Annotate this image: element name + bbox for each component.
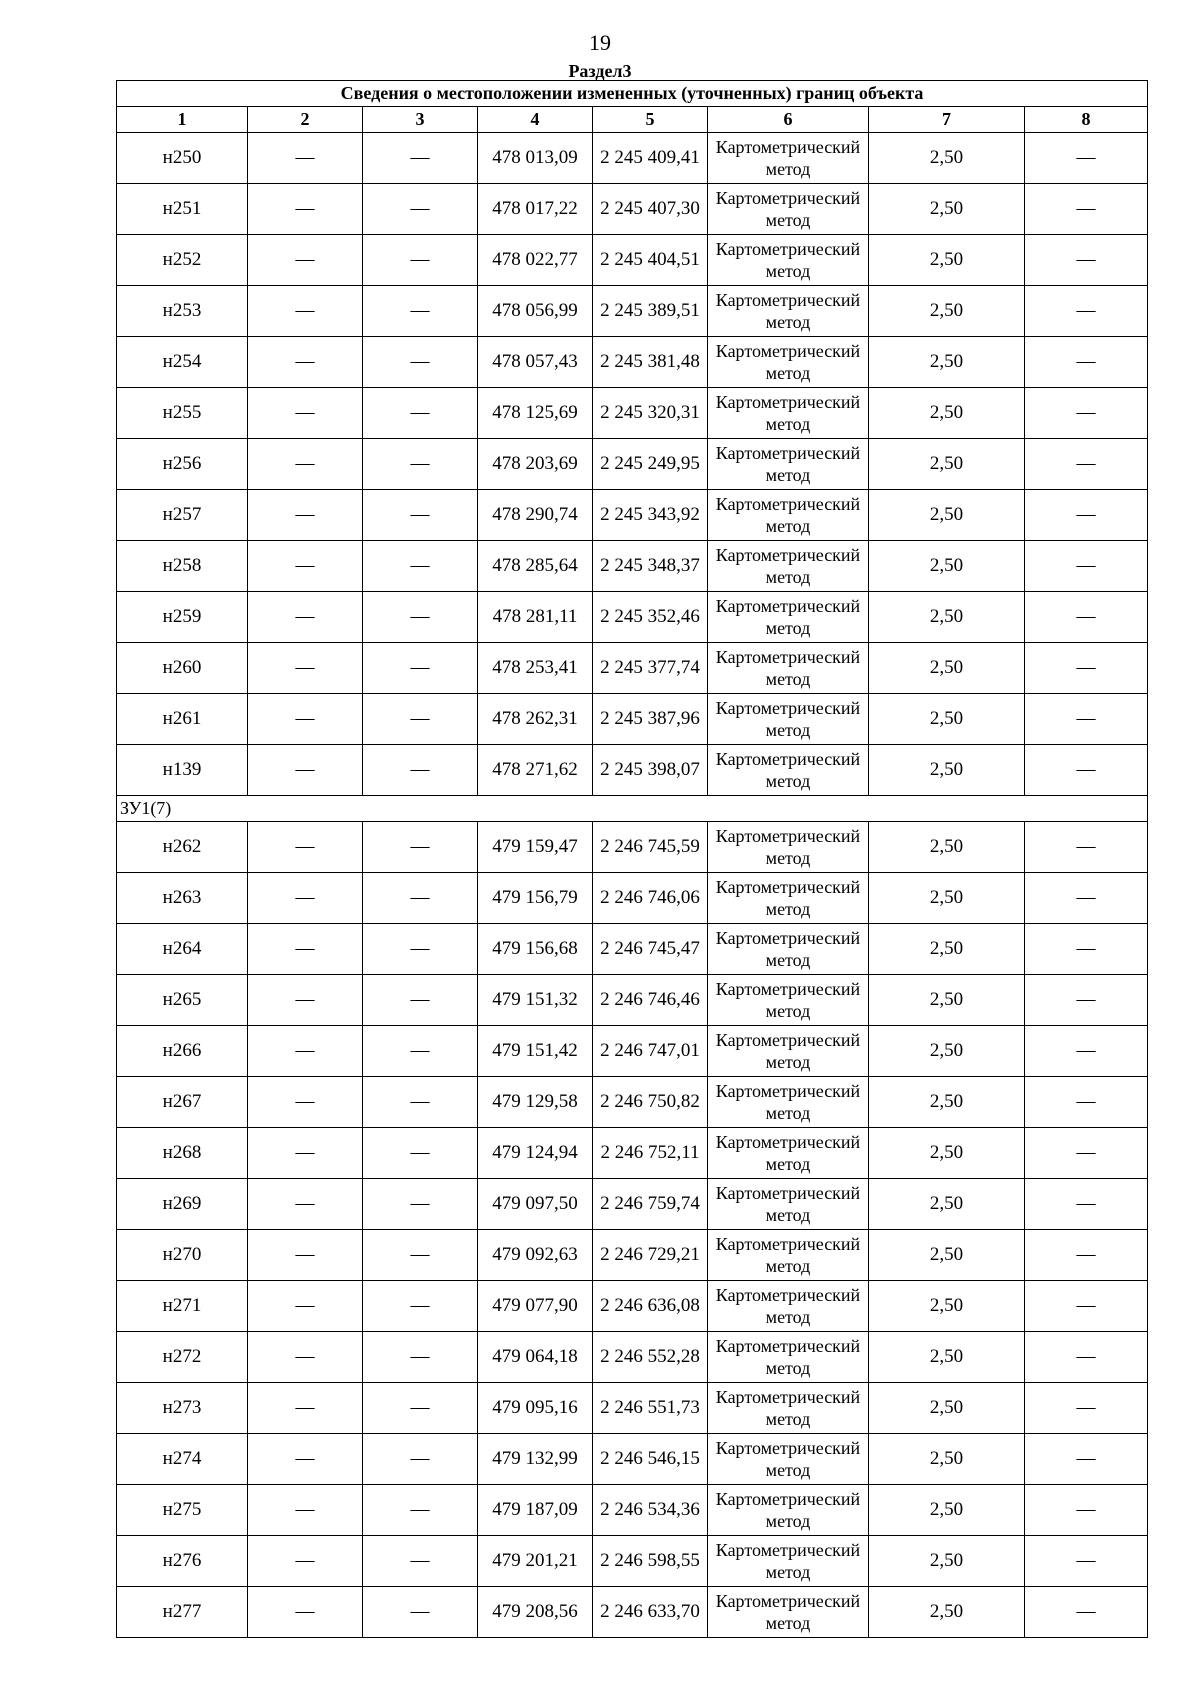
y-coordinate-cell: 2 245 407,30: [593, 184, 708, 235]
point-number-cell: н276: [117, 1536, 248, 1587]
y-coordinate-cell: 2 246 598,55: [593, 1536, 708, 1587]
col2-cell: —: [248, 975, 363, 1026]
y-coordinate-cell: 2 245 398,07: [593, 745, 708, 796]
col3-cell: —: [363, 286, 478, 337]
table-row: [117, 1077, 1148, 1128]
col2-cell: —: [248, 133, 363, 184]
accuracy-cell: 2,50: [869, 337, 1025, 388]
accuracy-cell: 2,50: [869, 1230, 1025, 1281]
x-coordinate-cell: 479 151,32: [478, 975, 593, 1026]
table-row: [117, 388, 1148, 439]
point-number-cell: н270: [117, 1230, 248, 1281]
accuracy-cell: 2,50: [869, 1026, 1025, 1077]
col8-cell: —: [1025, 643, 1148, 694]
col8-cell: —: [1025, 1281, 1148, 1332]
x-coordinate-cell: 479 132,99: [478, 1434, 593, 1485]
accuracy-cell: 2,50: [869, 490, 1025, 541]
column-number: 6: [708, 107, 869, 133]
y-coordinate-cell: 2 245 352,46: [593, 592, 708, 643]
accuracy-cell: 2,50: [869, 745, 1025, 796]
point-number-cell: н273: [117, 1383, 248, 1434]
method-cell: Картометрический метод: [708, 1434, 869, 1485]
col3-cell: —: [363, 184, 478, 235]
col8-cell: —: [1025, 439, 1148, 490]
table-row: [117, 541, 1148, 592]
accuracy-cell: 2,50: [869, 541, 1025, 592]
y-coordinate-cell: 2 246 747,01: [593, 1026, 708, 1077]
column-number: 4: [478, 107, 593, 133]
accuracy-cell: 2,50: [869, 822, 1025, 873]
accuracy-cell: 2,50: [869, 1434, 1025, 1485]
col3-cell: —: [363, 388, 478, 439]
method-cell: Картометрический метод: [708, 235, 869, 286]
col3-cell: —: [363, 1332, 478, 1383]
col3-cell: —: [363, 694, 478, 745]
y-coordinate-cell: 2 245 387,96: [593, 694, 708, 745]
table-row: [117, 822, 1148, 873]
col2-cell: —: [248, 388, 363, 439]
col3-cell: —: [363, 873, 478, 924]
x-coordinate-cell: 479 208,56: [478, 1587, 593, 1638]
y-coordinate-cell: 2 246 633,70: [593, 1587, 708, 1638]
col2-cell: —: [248, 1485, 363, 1536]
method-cell: Картометрический метод: [708, 745, 869, 796]
y-coordinate-cell: 2 246 636,08: [593, 1281, 708, 1332]
col8-cell: —: [1025, 388, 1148, 439]
x-coordinate-cell: 479 156,68: [478, 924, 593, 975]
point-number-cell: н251: [117, 184, 248, 235]
y-coordinate-cell: 2 246 552,28: [593, 1332, 708, 1383]
table-row: [117, 924, 1148, 975]
accuracy-cell: 2,50: [869, 975, 1025, 1026]
point-number-cell: н256: [117, 439, 248, 490]
table-row: [117, 439, 1148, 490]
x-coordinate-cell: 478 253,41: [478, 643, 593, 694]
col8-cell: —: [1025, 822, 1148, 873]
accuracy-cell: 2,50: [869, 1383, 1025, 1434]
col2-cell: —: [248, 1128, 363, 1179]
method-cell: Картометрический метод: [708, 541, 869, 592]
x-coordinate-cell: 478 013,09: [478, 133, 593, 184]
col2-cell: —: [248, 924, 363, 975]
col2-cell: —: [248, 439, 363, 490]
point-number-cell: н253: [117, 286, 248, 337]
method-cell: Картометрический метод: [708, 694, 869, 745]
y-coordinate-cell: 2 245 409,41: [593, 133, 708, 184]
col8-cell: —: [1025, 592, 1148, 643]
col3-cell: —: [363, 975, 478, 1026]
point-number-cell: н268: [117, 1128, 248, 1179]
column-number: 1: [117, 107, 248, 133]
col3-cell: —: [363, 133, 478, 184]
col3-cell: —: [363, 1485, 478, 1536]
method-cell: Картометрический метод: [708, 643, 869, 694]
y-coordinate-cell: 2 245 348,37: [593, 541, 708, 592]
y-coordinate-cell: 2 246 745,47: [593, 924, 708, 975]
point-number-cell: н274: [117, 1434, 248, 1485]
accuracy-cell: 2,50: [869, 1281, 1025, 1332]
col8-cell: —: [1025, 337, 1148, 388]
table-row: [117, 643, 1148, 694]
col8-cell: —: [1025, 235, 1148, 286]
accuracy-cell: 2,50: [869, 1128, 1025, 1179]
table-row: [117, 286, 1148, 337]
table-row: [117, 1587, 1148, 1638]
method-cell: Картометрический метод: [708, 1587, 869, 1638]
accuracy-cell: 2,50: [869, 388, 1025, 439]
method-cell: Картометрический метод: [708, 1077, 869, 1128]
accuracy-cell: 2,50: [869, 184, 1025, 235]
col8-cell: —: [1025, 1128, 1148, 1179]
point-number-cell: н264: [117, 924, 248, 975]
y-coordinate-cell: 2 246 752,11: [593, 1128, 708, 1179]
x-coordinate-cell: 479 201,21: [478, 1536, 593, 1587]
accuracy-cell: 2,50: [869, 1587, 1025, 1638]
accuracy-cell: 2,50: [869, 133, 1025, 184]
col3-cell: —: [363, 592, 478, 643]
table-row: [117, 873, 1148, 924]
table-row: [117, 133, 1148, 184]
point-number-cell: н258: [117, 541, 248, 592]
point-number-cell: н261: [117, 694, 248, 745]
method-cell: Картометрический метод: [708, 1230, 869, 1281]
col8-cell: —: [1025, 1230, 1148, 1281]
y-coordinate-cell: 2 245 343,92: [593, 490, 708, 541]
col8-cell: —: [1025, 924, 1148, 975]
col8-cell: —: [1025, 1485, 1148, 1536]
accuracy-cell: 2,50: [869, 694, 1025, 745]
section-title: Раздел3: [568, 61, 632, 81]
point-number-cell: н263: [117, 873, 248, 924]
column-number: 7: [869, 107, 1025, 133]
accuracy-cell: 2,50: [869, 1536, 1025, 1587]
col8-cell: —: [1025, 694, 1148, 745]
method-cell: Картометрический метод: [708, 388, 869, 439]
col8-cell: —: [1025, 1179, 1148, 1230]
col2-cell: —: [248, 1179, 363, 1230]
table-row: [117, 1281, 1148, 1332]
method-cell: Картометрический метод: [708, 286, 869, 337]
accuracy-cell: 2,50: [869, 1485, 1025, 1536]
col2-cell: —: [248, 1281, 363, 1332]
method-cell: Картометрический метод: [708, 822, 869, 873]
col2-cell: —: [248, 337, 363, 388]
col8-cell: —: [1025, 1434, 1148, 1485]
col3-cell: —: [363, 924, 478, 975]
col3-cell: —: [363, 1026, 478, 1077]
table-row: [117, 1485, 1148, 1536]
col2-cell: —: [248, 694, 363, 745]
point-number-cell: н139: [117, 745, 248, 796]
y-coordinate-cell: 2 245 404,51: [593, 235, 708, 286]
point-number-cell: н265: [117, 975, 248, 1026]
x-coordinate-cell: 478 262,31: [478, 694, 593, 745]
col3-cell: —: [363, 643, 478, 694]
group-label-row: [117, 796, 1148, 822]
point-number-cell: н255: [117, 388, 248, 439]
col3-cell: —: [363, 1536, 478, 1587]
y-coordinate-cell: 2 245 377,74: [593, 643, 708, 694]
point-number-cell: н266: [117, 1026, 248, 1077]
col8-cell: —: [1025, 1077, 1148, 1128]
accuracy-cell: 2,50: [869, 286, 1025, 337]
accuracy-cell: 2,50: [869, 643, 1025, 694]
table-row: [117, 1434, 1148, 1485]
table-row: [117, 337, 1148, 388]
col3-cell: —: [363, 1383, 478, 1434]
method-cell: Картометрический метод: [708, 490, 869, 541]
point-number-cell: н254: [117, 337, 248, 388]
accuracy-cell: 2,50: [869, 592, 1025, 643]
x-coordinate-cell: 479 092,63: [478, 1230, 593, 1281]
method-cell: Картометрический метод: [708, 1383, 869, 1434]
table-row: [117, 1026, 1148, 1077]
x-coordinate-cell: 478 203,69: [478, 439, 593, 490]
table-row: [117, 1536, 1148, 1587]
col2-cell: —: [248, 873, 363, 924]
col3-cell: —: [363, 1587, 478, 1638]
table-row: [117, 490, 1148, 541]
col3-cell: —: [363, 1434, 478, 1485]
point-number-cell: н272: [117, 1332, 248, 1383]
col8-cell: —: [1025, 1587, 1148, 1638]
y-coordinate-cell: 2 246 746,46: [593, 975, 708, 1026]
y-coordinate-cell: 2 246 745,59: [593, 822, 708, 873]
col2-cell: —: [248, 745, 363, 796]
x-coordinate-cell: 479 124,94: [478, 1128, 593, 1179]
method-cell: Картометрический метод: [708, 873, 869, 924]
col3-cell: —: [363, 439, 478, 490]
accuracy-cell: 2,50: [869, 1179, 1025, 1230]
y-coordinate-cell: 2 246 729,21: [593, 1230, 708, 1281]
table-row: [117, 745, 1148, 796]
col8-cell: —: [1025, 1026, 1148, 1077]
table-row: [117, 592, 1148, 643]
x-coordinate-cell: 479 159,47: [478, 822, 593, 873]
col3-cell: —: [363, 745, 478, 796]
point-number-cell: н262: [117, 822, 248, 873]
method-cell: Картометрический метод: [708, 1485, 869, 1536]
point-number-cell: н259: [117, 592, 248, 643]
y-coordinate-cell: 2 245 249,95: [593, 439, 708, 490]
accuracy-cell: 2,50: [869, 235, 1025, 286]
table-row: [117, 1179, 1148, 1230]
method-cell: Картометрический метод: [708, 1026, 869, 1077]
table-row: [117, 1128, 1148, 1179]
method-cell: Картометрический метод: [708, 184, 869, 235]
method-cell: Картометрический метод: [708, 337, 869, 388]
accuracy-cell: 2,50: [869, 1332, 1025, 1383]
accuracy-cell: 2,50: [869, 924, 1025, 975]
col3-cell: —: [363, 235, 478, 286]
col3-cell: —: [363, 1281, 478, 1332]
col8-cell: —: [1025, 1536, 1148, 1587]
x-coordinate-cell: 479 077,90: [478, 1281, 593, 1332]
col2-cell: —: [248, 1536, 363, 1587]
col8-cell: —: [1025, 1332, 1148, 1383]
col2-cell: —: [248, 1434, 363, 1485]
col3-cell: —: [363, 1179, 478, 1230]
point-number-cell: н267: [117, 1077, 248, 1128]
x-coordinate-cell: 478 125,69: [478, 388, 593, 439]
x-coordinate-cell: 478 285,64: [478, 541, 593, 592]
method-cell: Картометрический метод: [708, 975, 869, 1026]
col2-cell: —: [248, 822, 363, 873]
table-row: [117, 975, 1148, 1026]
y-coordinate-cell: 2 246 534,36: [593, 1485, 708, 1536]
col8-cell: —: [1025, 286, 1148, 337]
method-cell: Картометрический метод: [708, 1536, 869, 1587]
table-row: [117, 1383, 1148, 1434]
accuracy-cell: 2,50: [869, 1077, 1025, 1128]
boundary-coordinates-table: [116, 80, 1148, 1638]
col2-cell: —: [248, 286, 363, 337]
col8-cell: —: [1025, 1383, 1148, 1434]
x-coordinate-cell: 478 017,22: [478, 184, 593, 235]
col3-cell: —: [363, 1128, 478, 1179]
table-caption: Сведения о местоположении измененных (уточненных) границ объекта: [117, 81, 1148, 107]
col2-cell: —: [248, 1026, 363, 1077]
col8-cell: —: [1025, 541, 1148, 592]
col8-cell: —: [1025, 184, 1148, 235]
col3-cell: —: [363, 1230, 478, 1281]
col8-cell: —: [1025, 745, 1148, 796]
method-cell: Картометрический метод: [708, 1179, 869, 1230]
col2-cell: —: [248, 643, 363, 694]
point-number-cell: н250: [117, 133, 248, 184]
col3-cell: —: [363, 822, 478, 873]
accuracy-cell: 2,50: [869, 439, 1025, 490]
col2-cell: —: [248, 235, 363, 286]
col2-cell: —: [248, 1332, 363, 1383]
y-coordinate-cell: 2 246 551,73: [593, 1383, 708, 1434]
col8-cell: —: [1025, 133, 1148, 184]
accuracy-cell: 2,50: [869, 873, 1025, 924]
point-number-cell: н252: [117, 235, 248, 286]
column-number: 3: [363, 107, 478, 133]
x-coordinate-cell: 478 271,62: [478, 745, 593, 796]
x-coordinate-cell: 478 057,43: [478, 337, 593, 388]
table-row: [117, 694, 1148, 745]
col2-cell: —: [248, 592, 363, 643]
column-number-row: [117, 107, 1148, 133]
table-row: [117, 235, 1148, 286]
method-cell: Картометрический метод: [708, 439, 869, 490]
table-row: [117, 184, 1148, 235]
y-coordinate-cell: 2 245 381,48: [593, 337, 708, 388]
x-coordinate-cell: 479 064,18: [478, 1332, 593, 1383]
col3-cell: —: [363, 1077, 478, 1128]
method-cell: Картометрический метод: [708, 1128, 869, 1179]
col8-cell: —: [1025, 873, 1148, 924]
column-number: 8: [1025, 107, 1148, 133]
col8-cell: —: [1025, 975, 1148, 1026]
point-number-cell: н269: [117, 1179, 248, 1230]
table-body: [117, 81, 1148, 1638]
method-cell: Картометрический метод: [708, 133, 869, 184]
col2-cell: —: [248, 541, 363, 592]
x-coordinate-cell: 479 129,58: [478, 1077, 593, 1128]
x-coordinate-cell: 479 097,50: [478, 1179, 593, 1230]
method-cell: Картометрический метод: [708, 924, 869, 975]
col2-cell: —: [248, 184, 363, 235]
x-coordinate-cell: 479 156,79: [478, 873, 593, 924]
y-coordinate-cell: 2 246 759,74: [593, 1179, 708, 1230]
col8-cell: —: [1025, 490, 1148, 541]
method-cell: Картометрический метод: [708, 1332, 869, 1383]
x-coordinate-cell: 479 187,09: [478, 1485, 593, 1536]
method-cell: Картометрический метод: [708, 592, 869, 643]
y-coordinate-cell: 2 246 750,82: [593, 1077, 708, 1128]
point-number-cell: н275: [117, 1485, 248, 1536]
col3-cell: —: [363, 337, 478, 388]
y-coordinate-cell: 2 245 389,51: [593, 286, 708, 337]
col2-cell: —: [248, 1383, 363, 1434]
col2-cell: —: [248, 490, 363, 541]
y-coordinate-cell: 2 246 746,06: [593, 873, 708, 924]
point-number-cell: н271: [117, 1281, 248, 1332]
col3-cell: —: [363, 490, 478, 541]
point-number-cell: н277: [117, 1587, 248, 1638]
x-coordinate-cell: 479 095,16: [478, 1383, 593, 1434]
y-coordinate-cell: 2 246 546,15: [593, 1434, 708, 1485]
table-caption-row: [117, 81, 1148, 107]
column-number: 2: [248, 107, 363, 133]
col2-cell: —: [248, 1230, 363, 1281]
method-cell: Картометрический метод: [708, 1281, 869, 1332]
col2-cell: —: [248, 1077, 363, 1128]
x-coordinate-cell: 478 290,74: [478, 490, 593, 541]
page-number: 19: [589, 30, 611, 55]
point-number-cell: н260: [117, 643, 248, 694]
point-number-cell: н257: [117, 490, 248, 541]
x-coordinate-cell: 479 151,42: [478, 1026, 593, 1077]
group-label: ЗУ1(7): [117, 796, 1148, 822]
x-coordinate-cell: 478 281,11: [478, 592, 593, 643]
table-row: [117, 1332, 1148, 1383]
y-coordinate-cell: 2 245 320,31: [593, 388, 708, 439]
column-number: 5: [593, 107, 708, 133]
x-coordinate-cell: 478 022,77: [478, 235, 593, 286]
col3-cell: —: [363, 541, 478, 592]
x-coordinate-cell: 478 056,99: [478, 286, 593, 337]
col2-cell: —: [248, 1587, 363, 1638]
table-row: [117, 1230, 1148, 1281]
